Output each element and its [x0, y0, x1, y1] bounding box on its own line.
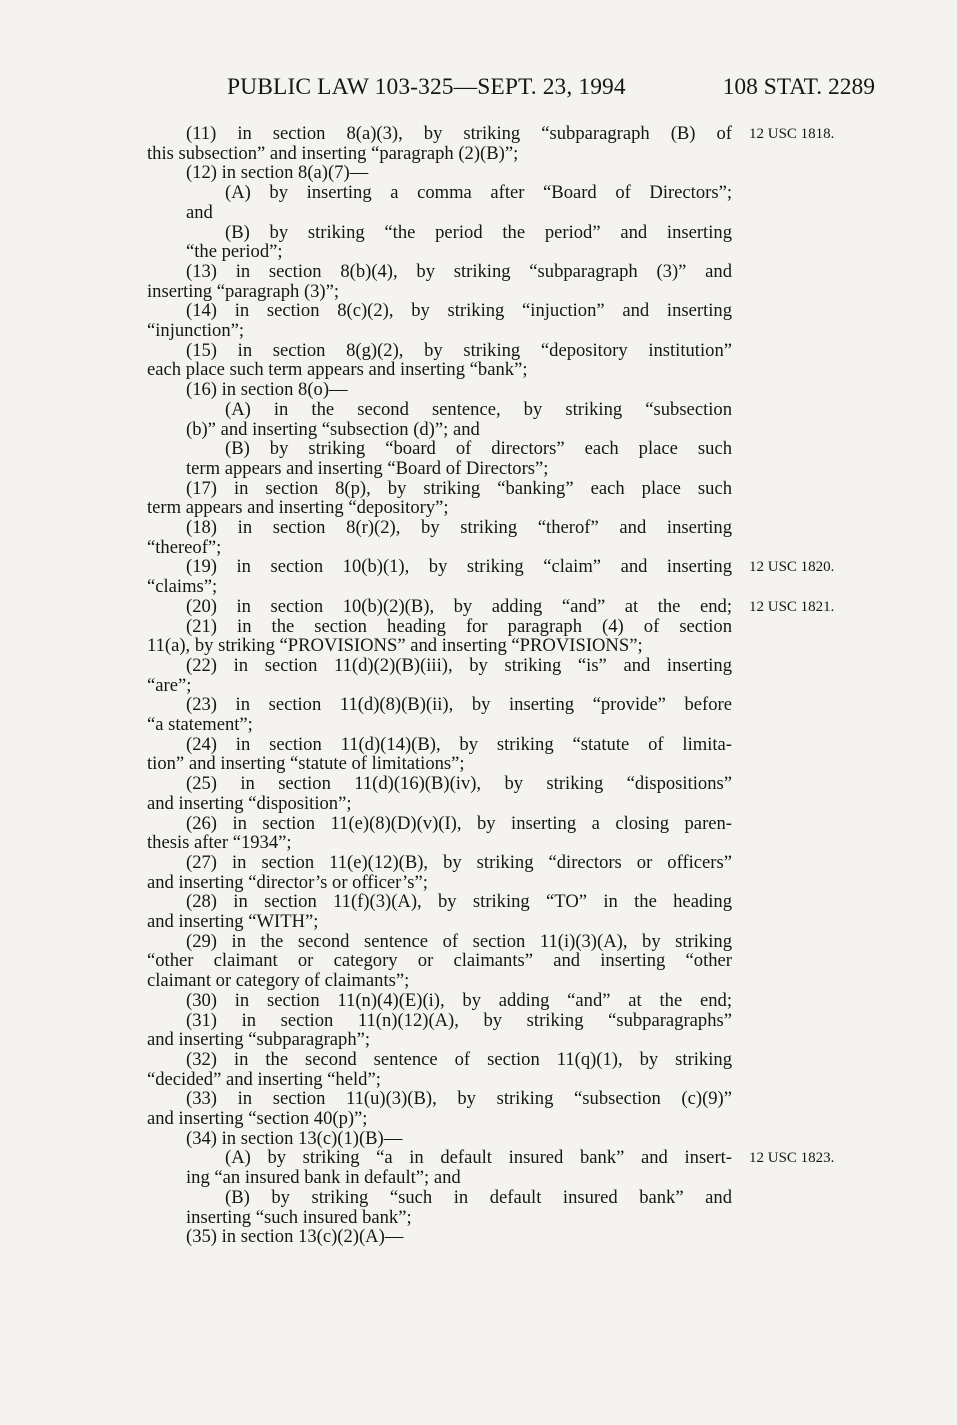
text-line: “thereof”; [147, 536, 222, 558]
text-line: (14) in section 8(c)(2), by striking “injuction” and inserting [186, 300, 732, 322]
text-line: “decided” and inserting “held”; [147, 1068, 381, 1090]
text-line: (A) by striking “a in default insured bank” and insert- [225, 1147, 732, 1169]
usc-margin-note: 12 USC 1823. [749, 1150, 835, 1167]
text-line: “claims”; [147, 576, 218, 598]
usc-margin-note: 12 USC 1818. [749, 126, 835, 142]
text-line: (21) in the section heading for paragraph (4) of section [186, 615, 732, 637]
text-line: (32) in the second sentence of section 11(q)(1), by striking [186, 1048, 732, 1070]
text-line: each place such term appears and inserting “bank”; [147, 359, 528, 381]
text-line: (27) in section 11(e)(12)(B), by striking “directors or officers” [186, 851, 732, 873]
text-line: this subsection” and inserting “paragraph (2)(B)”; [147, 142, 519, 164]
text-line: (28) in section 11(f)(3)(A), by striking “TO” in the heading [186, 891, 732, 913]
text-line: (B) by striking “board of directors” each place such [225, 438, 732, 460]
text-line: term appears and inserting “Board of Directors”; [186, 457, 549, 479]
text-line: (33) in section 11(u)(3)(B), by striking “subsection (c)(9)” [186, 1088, 732, 1110]
text-line: (23) in section 11(d)(8)(B)(ii), by inserting “provide” before [186, 694, 732, 716]
text-line: and inserting “disposition”; [147, 792, 352, 814]
text-line: and inserting “WITH”; [147, 911, 319, 932]
public-law-heading: PUBLIC LAW 103-325—SEPT. 23, 1994 [227, 74, 626, 100]
text-line: 11(a), by striking “PROVISIONS” and inserting “PROVISIONS”; [147, 635, 643, 657]
text-line: (26) in section 11(e)(8)(D)(v)(I), by inserting a closing paren- [186, 812, 732, 834]
text-line: inserting “paragraph (3)”; [147, 280, 340, 302]
text-line: (17) in section 8(p), by striking “banking” each place such [186, 477, 732, 499]
text-line: (12) in section 8(a)(7)— [186, 162, 369, 184]
text-line: (16) in section 8(o)— [186, 379, 348, 401]
text-line: (11) in section 8(a)(3), by striking “subparagraph (B) of [186, 123, 732, 144]
text-line: (30) in section 11(n)(4)(E)(i), by adding “and” at the end; [186, 989, 732, 1011]
text-line: (22) in section 11(d)(2)(B)(iii), by striking “is” and inserting [186, 654, 732, 676]
text-line: inserting “such insured bank”; [186, 1206, 412, 1228]
text-line: term appears and inserting “depository”; [147, 497, 449, 519]
usc-margin-note: 12 USC 1821. [749, 598, 835, 615]
usc-margin-note: 12 USC 1820. [749, 559, 835, 576]
text-line: (B) by striking “such in default insured bank” and [225, 1186, 732, 1208]
statute-page-number: 108 STAT. 2289 [722, 74, 875, 100]
text-line: (31) in section 11(n)(12)(A), by striking “subparagraphs” [186, 1009, 732, 1031]
text-line: “are”; [147, 674, 192, 696]
text-line: (A) by inserting a comma after “Board of Directors”; [225, 182, 732, 204]
text-line: “other claimant or category or claimants” and inserting “other [147, 950, 732, 972]
text-line: (34) in section 13(c)(1)(B)— [186, 1127, 403, 1149]
text-line: claimant or category of claimants”; [147, 970, 410, 992]
text-line: ing “an insured bank in default”; and [186, 1167, 461, 1189]
text-line: (15) in section 8(g)(2), by striking “depository institution” [186, 339, 732, 361]
text-line: (20) in section 10(b)(2)(B), by adding “and” at the end; [186, 595, 732, 617]
text-line: tion” and inserting “statute of limitations”; [147, 753, 465, 775]
text-line: (35) in section 13(c)(2)(A)— [186, 1226, 404, 1248]
text-line: and [186, 201, 213, 223]
text-line: (29) in the second sentence of section 11(i)(3)(A), by striking [186, 930, 732, 952]
text-line: and inserting “director’s or officer’s”; [147, 871, 428, 893]
text-line: (A) in the second sentence, by striking “subsection [225, 398, 732, 420]
text-line: (b)” and inserting “subsection (d)”; and [186, 418, 480, 440]
text-line: “the period”; [186, 241, 283, 263]
text-line: (24) in section 11(d)(14)(B), by striking “statute of limita- [186, 733, 732, 755]
text-line: (19) in section 10(b)(1), by striking “claim” and inserting [186, 556, 732, 578]
text-line: “a statement”; [147, 714, 253, 735]
text-line: thesis after “1934”; [147, 832, 292, 854]
text-line: “injunction”; [147, 320, 245, 341]
text-line: (25) in section 11(d)(16)(B)(iv), by striking “dispositions” [186, 773, 732, 795]
page-header [0, 74, 957, 108]
text-line: (18) in section 8(r)(2), by striking “therof” and inserting [186, 517, 732, 538]
text-line: (B) by striking “the period the period” and inserting [225, 221, 732, 243]
text-line: and inserting “section 40(p)”; [147, 1108, 368, 1129]
text-line: (13) in section 8(b)(4), by striking “subparagraph (3)” and [186, 260, 732, 282]
text-line: and inserting “subparagraph”; [147, 1029, 371, 1051]
